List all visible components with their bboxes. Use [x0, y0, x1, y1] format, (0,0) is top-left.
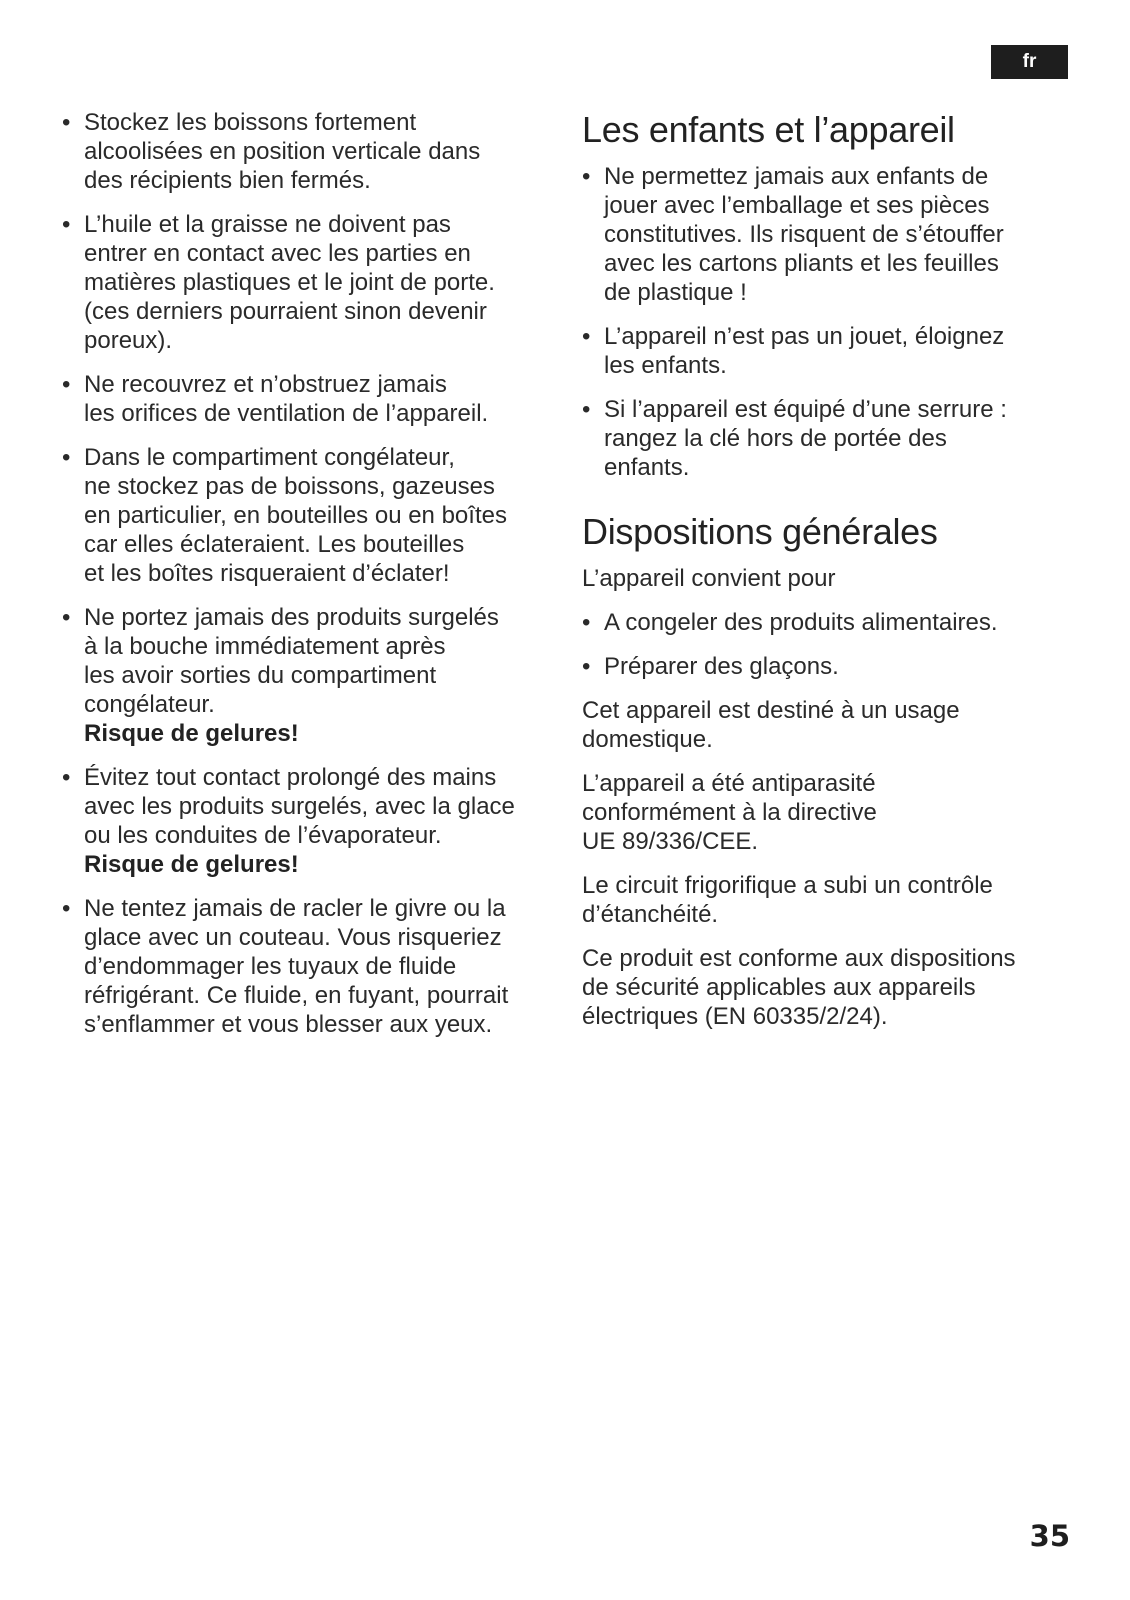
list-item: • Si l’appareil est équipé d’une serrure : rangez la clé hors de portée des enfants. [582, 396, 1007, 481]
left-column [62, 108, 562, 1054]
section-title-general: Dispositions générales [582, 511, 938, 552]
bullet: • [62, 211, 71, 238]
list-item: • Ne permettez jamais aux enfants de jouer avec l’emballage et ses pièces constitutives. Ils risquent de s’étouffer avec les cartons pliants et les feuilles de plastique ! [582, 163, 1004, 306]
bullet: • [582, 163, 591, 190]
bullet: • [62, 764, 71, 791]
list-item: • Dans le compartiment congélateur, ne stockez pas de boissons, gazeuses en particulier, en bouteilles ou en boîtes car elles éclateraient. Les bouteilles et les boîtes risqueraient d’éclater! [62, 444, 507, 587]
bullet: • [62, 895, 71, 922]
bullet: • [62, 444, 71, 471]
list-item: • Préparer des glaçons. [582, 653, 839, 680]
bullet: • [582, 396, 591, 423]
bullet: • [62, 109, 71, 136]
paragraph: L’appareil a été antiparasité conformément à la directive UE 89/336/CEE. [582, 770, 877, 855]
paragraph: Le circuit frigorifique a subi un contrôle d’étanchéité. [582, 872, 993, 928]
safety-list [62, 108, 562, 1039]
general-intro: L’appareil convient pour [582, 565, 836, 592]
language-tab: fr [991, 45, 1068, 79]
frostbite-warning: Risque de gelures! [84, 720, 299, 747]
bullet: • [582, 609, 591, 636]
list-item: • L’huile et la graisse ne doivent pas entrer en contact avec les parties en matières plastiques et le joint de porte. (ces derniers pourraient sinon devenir poreux). [62, 211, 495, 354]
paragraph: Ce produit est conforme aux dispositions de sécurité applicables aux appareils électriques (EN 60335/2/24). [582, 945, 1016, 1030]
list-item: • Stockez les boissons fortement alcoolisées en position verticale dans des récipients bien fermés. [62, 109, 481, 194]
children-list [582, 162, 1082, 482]
list-item: • Ne portez jamais des produits surgelés à la bouche immédiatement après les avoir sorties du compartiment congélateur. Risque de gelures! [62, 603, 562, 748]
bullet: • [582, 323, 591, 350]
paragraph: Cet appareil est destiné à un usage domestique. [582, 697, 960, 753]
section-title-children: Les enfants et l’appareil [582, 109, 955, 150]
bullet: • [582, 653, 591, 680]
list-item: • Ne recouvrez et n’obstruez jamais les orifices de ventilation de l’appareil. [62, 371, 489, 427]
bullet: • [62, 604, 71, 631]
list-item: • A congeler des produits alimentaires. [582, 609, 998, 636]
list-item: • Ne tentez jamais de racler le givre ou la glace avec un couteau. Vous risqueriez d’endommager les tuyaux de fluide réfrigérant. Ce fluide, en fuyant, pourrait s’enflammer et vous blesser aux yeux. [62, 895, 509, 1038]
right-column [582, 108, 1082, 1046]
list-item: • L’appareil n’est pas un jouet, éloignez les enfants. [582, 323, 1005, 379]
frostbite-warning: Risque de gelures! [84, 851, 299, 878]
bullet: • [62, 371, 71, 398]
list-item: • Évitez tout contact prolongé des mains avec les produits surgelés, avec la glace ou les conduites de l’évaporateur. Risque de gelures! [62, 763, 562, 879]
usage-list [582, 608, 1082, 681]
page-number: 35 [1029, 1519, 1070, 1553]
